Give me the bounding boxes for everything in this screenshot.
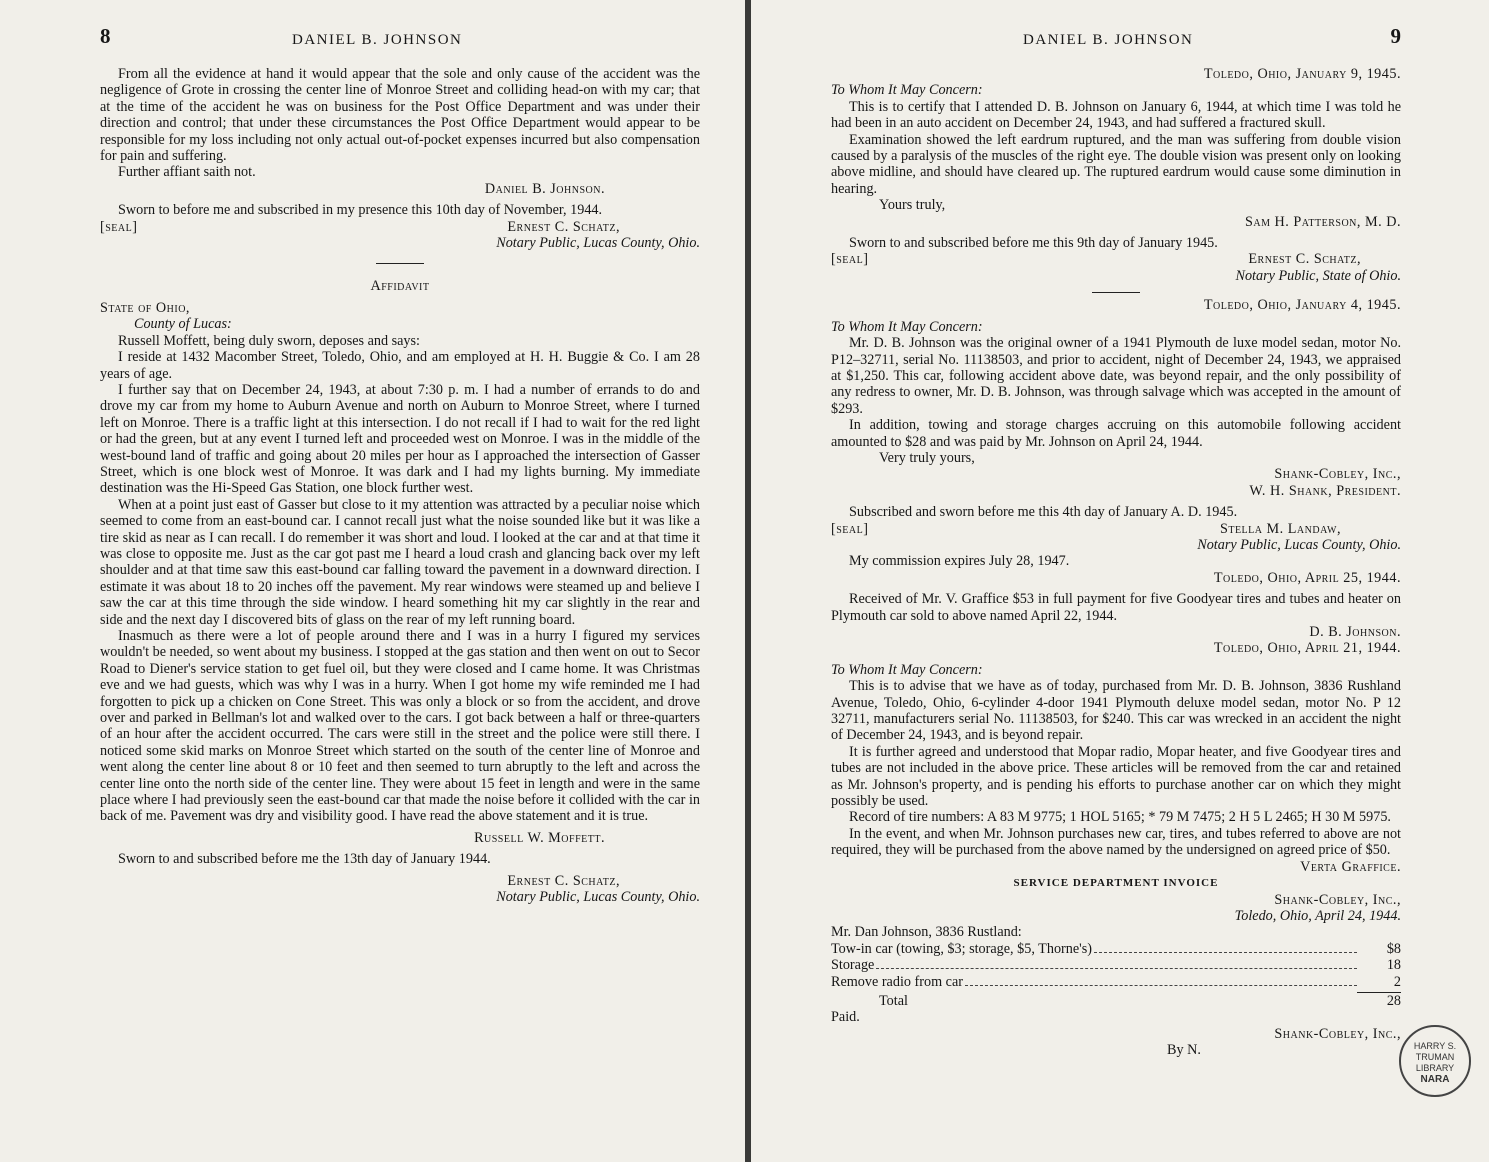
commission-line: My commission expires July 28, 1947. xyxy=(849,553,1070,570)
closing: Yours truly, xyxy=(879,197,946,214)
paragraph: Inasmuch as there were a lot of people around there and I was in a hurry I figured my services wouldn't be needed, so went about my business. I stopped at the gas station and then went on out to Secor Road to Diener's service station to get fuel oil, but they were closed and I came home. It was Christmas eve and we had guests, which was why I was in a hurry. When I got home my wife reminded me I had forgotten to pick up a chicken on Cone Street. This was only a block or so from the accident, and drove over and parked in Bellman's lot and walked over to the cars. I got back between a half or three-quarters of an hour after the accident occurred. The cars were still in the street and the police were still there. I noticed some skid marks on Monroe Street which started on the south of the center line of Monroe and went along the center line about 8 or 10 feet and then seemed to turn abruptly to the left and across the center line onto the north side of the center line. They were about 15 feet in length and were in the same place where I had previously seen the east-bound car that made the noise before it collided with the car in back of me. Pavement was dry and visibility good. I have read the above statement and it is true. xyxy=(100,628,700,825)
paragraph: Further affiant saith not. xyxy=(118,164,256,181)
paragraph: I further say that on December 24, 1943, at about 7:30 p. m. I had a number of errands to do and drove my car from my home to Auburn Avenue and north on Auburn to Monroe Street, where I turned left on Monroe. There is a traffic light at this intersection. I do not recall if I had to wait for the red light or had the green, but at any event I turned left and proceeded west on Monroe. I was in the middle of the west-bound land of traffic and going about 20 miles per hour as I approached the intersection of Gasser Street, which is one block west of Monroe. It was dark and I had my lights burning. My immediate destination was the Hi-Speed Gas Station, one block further west. xyxy=(100,381,700,497)
paragraph: When at a point just east of Gasser but close to it my attention was attracted by a peculiar noise which seemed to come from an east-bound car. I cannot recall just what the noise sounded like but it was like a tire skid as near as I can recall. I do remember it was short and loud. I looked at the car and at that time it was close to opposite me. Just as the car got past me I heard a loud crash and glancing back over my left shoulder and at that time saw this east-bound car falling toward the pavement in a downward direction. I estimate it was about 18 to 20 inches off the pavement. My rear windows were steamed up and believe I saw the car at this time through the side window. I heard something hit my car slightly in the rear and side and the next day I discovered bits of glass on the rear of my left running board. xyxy=(100,496,700,628)
right-running-head xyxy=(831,24,1401,56)
page-number: 8 xyxy=(100,24,111,48)
signature: Russell W. Moffett. xyxy=(474,829,605,846)
company-name: Shank-Cobley, Inc., xyxy=(1274,891,1401,908)
paragraph: Sworn to and subscribed before me the 13th day of January 1944. xyxy=(118,851,491,868)
notary-name: Stella M. Landaw, xyxy=(1219,520,1341,537)
notary-name: Ernest C. Schatz, xyxy=(507,218,620,235)
invoice-customer: Mr. Dan Johnson, 3836 Rustland: xyxy=(831,924,1022,941)
invoice-dateline: Toledo, Ohio, April 24, 1944. xyxy=(1234,907,1401,924)
paragraph: Sworn to before me and subscribed in my presence this 10th day of November, 1944. xyxy=(118,202,603,219)
section-heading: Affidavit xyxy=(370,278,430,295)
invoice-item: Storage xyxy=(831,957,875,974)
paragraph: Examination showed the left eardrum ruptured, and the man was suffering from double vision caused by a paralysis of the muscles of the right eye. The double vision was present only on looking above midline, and should have cleared up. The ruptured eardrum would cause some diminution in hearing. xyxy=(831,131,1401,197)
notary-name: Ernest C. Schatz, xyxy=(507,872,620,889)
invoice-row xyxy=(831,957,1401,973)
seal-line xyxy=(100,219,700,235)
paragraph: This is to advise that we have as of today, purchased from Mr. D. B. Johnson, 3836 Rushland Avenue, Toledo, Ohio, 6-cylinder 4-door 1941 Plymouth deluxe model sedan, motor No. P 12 32711, manufacturers serial No. 11138503, for $240. This car was wrecked in an accident the night of December 24, 1943, and is beyond repair. xyxy=(831,678,1401,744)
notary-title: Notary Public, Lucas County, Ohio. xyxy=(496,235,700,252)
notary-name: Ernest C. Schatz, xyxy=(1248,251,1361,268)
company-name: Shank-Cobley, Inc., xyxy=(1274,1025,1401,1042)
signature: Sam H. Patterson, M. D. xyxy=(1245,213,1401,230)
total-amount: 28 xyxy=(1386,992,1401,1009)
dateline: Toledo, Ohio, January 4, 1945. xyxy=(1203,297,1401,314)
paragraph: Mr. D. B. Johnson was the original owner of a 1941 Plymouth de luxe model sedan, motor No. P12–32711, serial No. 11138503, and prior to accident, night of December 24, 1943, we appraised at $1,250. This car, following accident above date, was beyond repair, and the only possibility of any redress to owner, Mr. D. B. Johnson, was through salvage which was accepted in the amount of $293. xyxy=(831,335,1401,417)
invoice-item: Tow-in car (towing, $3; storage, $5, Thorne's) xyxy=(831,940,1092,957)
closing: Very truly yours, xyxy=(879,449,975,466)
paragraph: From all the evidence at hand it would appear that the sole and only cause of the accident was the negligence of Grote in crossing the center line of Monroe Street and colliding head-on with my car; that at the time of the accident he was on business for the Post Office Department and was under their direction and control; that under these circumstances the Post Office Department would appear to be responsible for my loss including not only actual out-of-pocket expenses incurred but also compensation for pain and suffering. xyxy=(100,66,700,165)
dateline: Toledo, Ohio, January 9, 1945. xyxy=(1203,66,1401,82)
signature: By N. xyxy=(1167,1042,1201,1059)
seal-label: [seal] xyxy=(831,251,869,268)
page-number: 9 xyxy=(1390,24,1401,48)
invoice-row xyxy=(831,974,1401,990)
stamp-text: HARRY S. TRUMAN LIBRARY xyxy=(1413,1041,1457,1073)
signature: Daniel B. Johnson. xyxy=(484,180,605,197)
section-divider xyxy=(1092,292,1140,293)
invoice-amount: 18 xyxy=(1386,957,1401,974)
paragraph: In addition, towing and storage charges accruing on this automobile following accident amounted to $28 and was paid by Mr. Johnson on April 24, 1944. xyxy=(831,417,1401,450)
invoice-amount: 2 xyxy=(1393,973,1401,990)
notary-title: Notary Public, Lucas County, Ohio. xyxy=(1197,536,1401,553)
total-label: Total xyxy=(879,992,908,1009)
paragraph: Russell Moffett, being duly sworn, deposes and says: xyxy=(118,332,420,349)
running-title: DANIEL B. JOHNSON xyxy=(1023,32,1194,48)
stamp-text: NARA xyxy=(1420,1074,1450,1085)
seal-label: [seal] xyxy=(831,520,869,537)
notary-title: Notary Public, Lucas County, Ohio. xyxy=(496,889,700,906)
archive-stamp xyxy=(1399,1025,1471,1097)
running-title: DANIEL B. JOHNSON xyxy=(292,32,463,48)
signature: W. H. Shank, President. xyxy=(1249,482,1401,499)
paragraph: In the event, and when Mr. Johnson purchases new car, tires, and tubes referred to above are not required, they will be purchased from the above named by the undersigned on agreed price of $50. xyxy=(831,825,1401,859)
paragraph: Subscribed and sworn before me this 4th day of January A. D. 1945. xyxy=(849,504,1238,521)
county-label: County of Lucas: xyxy=(134,316,232,333)
state-label: State of Ohio, xyxy=(100,299,190,316)
right-page xyxy=(751,0,1489,1162)
paragraph: Received of Mr. V. Graffice $53 in full payment for five Goodyear tires and tubes and heater on Plymouth car sold to above named April 22, 1944. xyxy=(831,591,1401,624)
left-running-head xyxy=(100,24,700,56)
invoice-amount: $8 xyxy=(1386,940,1401,957)
paragraph: This is to certify that I attended D. B. Johnson on January 6, 1944, at which time I was told he had been in an auto accident on December 24, 1943, and had suffered a fractured skull. xyxy=(831,98,1401,132)
invoice-row xyxy=(831,941,1401,957)
dateline: Toledo, Ohio, April 21, 1944. xyxy=(1213,640,1401,657)
paid-label: Paid. xyxy=(831,1009,860,1026)
salutation: To Whom It May Concern: xyxy=(831,318,983,335)
invoice-heading: SERVICE DEPARTMENT INVOICE xyxy=(1013,877,1219,890)
seal-line xyxy=(831,521,1401,537)
section-divider xyxy=(376,263,424,264)
salutation: To Whom It May Concern: xyxy=(831,661,983,678)
invoice-table xyxy=(831,924,1401,1025)
seal-label: [seal] xyxy=(100,218,138,235)
company-name: Shank-Cobley, Inc., xyxy=(1274,466,1401,483)
invoice-item: Remove radio from car xyxy=(831,973,963,990)
paragraph: It is further agreed and understood that Mopar radio, Mopar heater, and five Goodyear tires and tubes are not included in the above price. These articles will be removed from the car and retained as Mr. Johnson's property, and is pending his efforts to purchase another car on which they might possibly be used. xyxy=(831,743,1401,810)
notary-title: Notary Public, State of Ohio. xyxy=(1235,267,1401,284)
seal-line xyxy=(831,251,1401,267)
salutation: To Whom It May Concern: xyxy=(831,82,983,99)
invoice-total-row xyxy=(831,993,1401,1009)
signature: D. B. Johnson. xyxy=(1309,624,1401,640)
dateline: Toledo, Ohio, April 25, 1944. xyxy=(1213,569,1401,586)
paragraph: I reside at 1432 Macomber Street, Toledo, Ohio, and am employed at H. H. Buggie & Co. I am 28 years of age. xyxy=(100,349,700,382)
signature: Verta Graffice. xyxy=(1300,858,1401,875)
paragraph: Sworn to and subscribed before me this 9th day of January 1945. xyxy=(849,235,1218,252)
paragraph: Record of tire numbers: A 83 M 9775; 1 HOL 5165; * 79 M 7475; 2 H 5 L 2465; H 30 M 5975. xyxy=(849,809,1391,826)
